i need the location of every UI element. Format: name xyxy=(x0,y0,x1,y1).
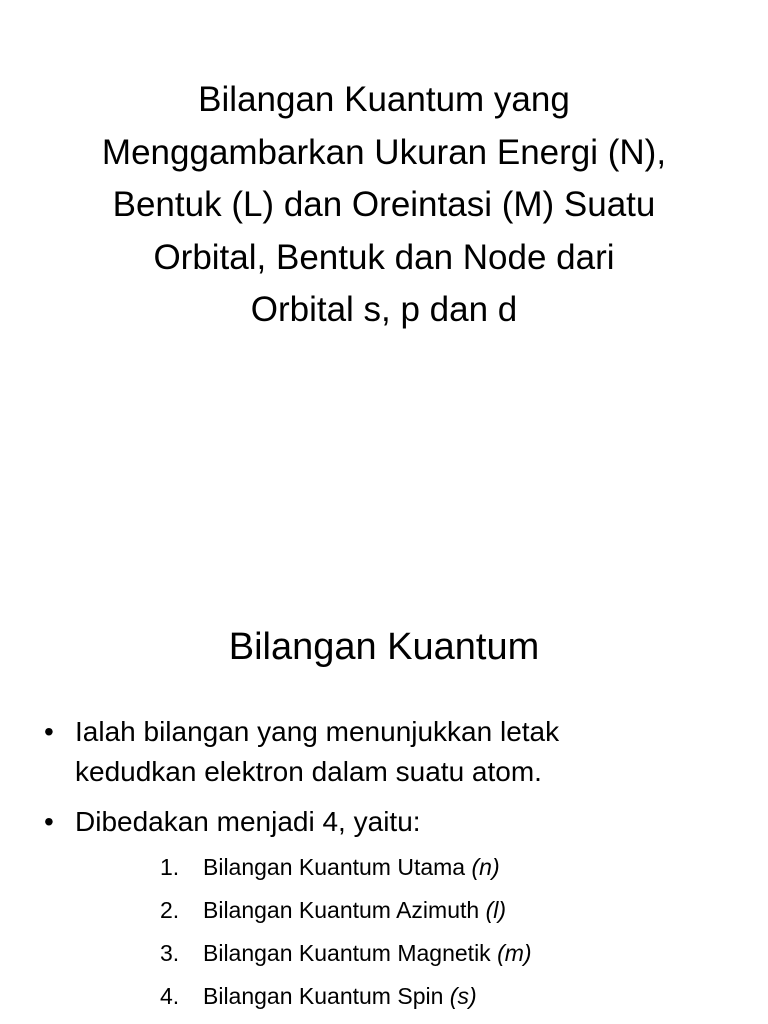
numbered-item xyxy=(75,889,738,932)
item-symbol: (s) xyxy=(449,983,477,1009)
title-line: Bilangan Kuantum yang xyxy=(198,80,570,119)
slide-2-title: Bilangan Kuantum xyxy=(228,626,540,668)
item-symbol: (n) xyxy=(471,854,500,880)
numbered-item xyxy=(75,975,738,1018)
item-number: 4. xyxy=(160,983,180,1009)
bullet-marker: • xyxy=(44,806,54,837)
title-line: Orbital, Bentuk dan Node dari xyxy=(153,237,615,277)
slide-1-title xyxy=(40,74,728,337)
item-label: Bilangan Kuantum Azimuth xyxy=(203,897,480,923)
title-line: Menggambarkan Ukuran Energi (N), xyxy=(101,132,667,172)
item-number: 2. xyxy=(160,897,180,923)
bullet-item xyxy=(0,802,768,1018)
item-symbol: (m) xyxy=(497,940,532,966)
item-symbol: (l) xyxy=(485,897,506,923)
bullet-text-line: kedudkan elektron dalam suatu atom. xyxy=(75,756,542,787)
slide-2 xyxy=(0,512,768,1024)
item-label: Bilangan Kuantum Magnetik xyxy=(203,940,491,966)
bullet-text-line: Ialah bilangan yang menunjukkan letak xyxy=(75,716,560,747)
item-number: 1. xyxy=(160,854,180,880)
item-label: Bilangan Kuantum Spin xyxy=(203,983,444,1009)
bullet-item xyxy=(0,712,768,792)
numbered-list xyxy=(75,846,738,1018)
title-line: Orbital s, p dan d xyxy=(250,290,518,329)
numbered-item xyxy=(75,846,738,889)
bullet-marker: • xyxy=(44,716,54,747)
bullet-text-line: Dibedakan menjadi 4, yaitu: xyxy=(75,806,421,837)
bullet-list xyxy=(0,712,768,1018)
numbered-item xyxy=(75,932,738,975)
item-label: Bilangan Kuantum Utama xyxy=(203,854,466,880)
title-line: Bentuk (L) dan Oreintasi (M) Suatu xyxy=(112,185,656,224)
item-number: 3. xyxy=(160,940,180,966)
